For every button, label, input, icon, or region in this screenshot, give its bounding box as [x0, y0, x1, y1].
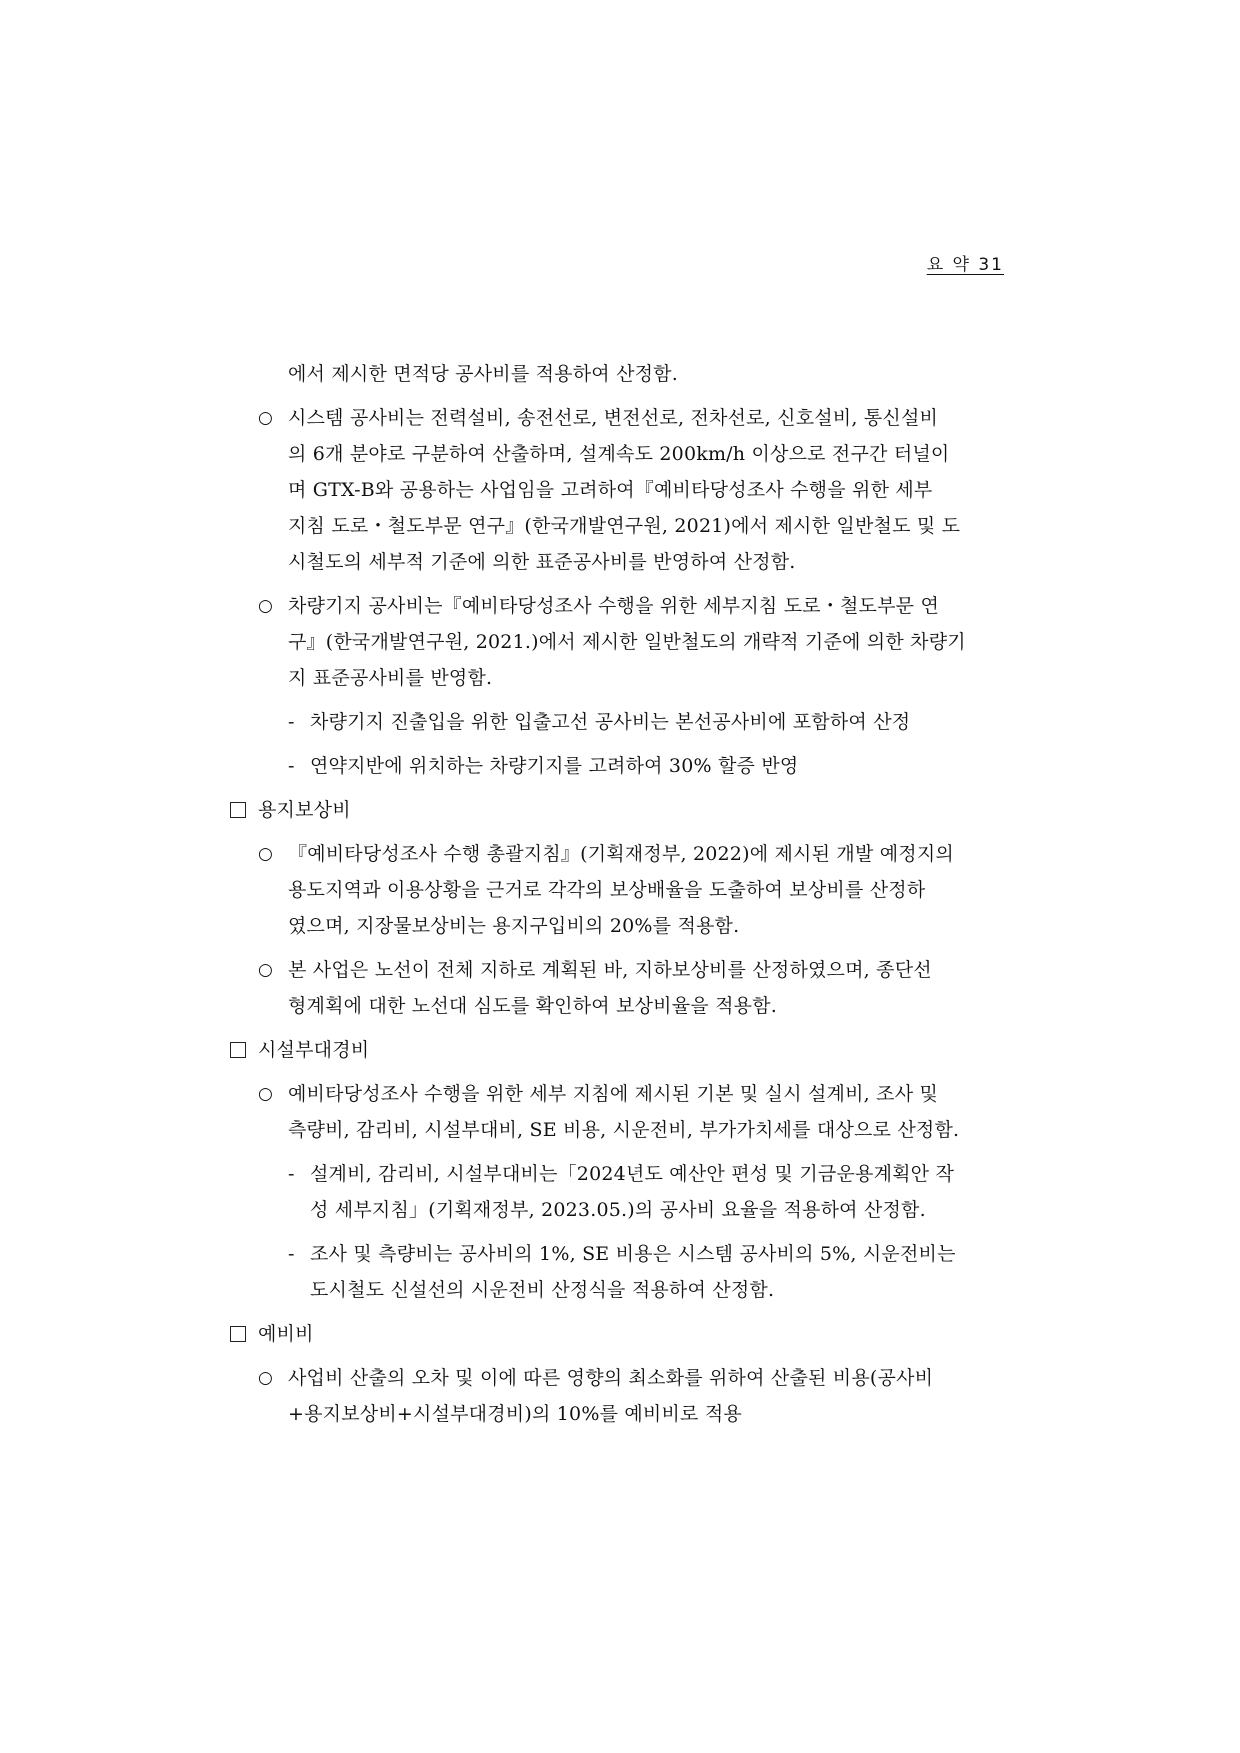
checkbox-square-icon — [230, 1042, 246, 1058]
dash-bullet: - — [288, 1243, 295, 1265]
text-line: 사업비 산출의 오차 및 이에 따른 영향의 최소화를 위하여 산출된 비용(공사비 — [288, 1367, 934, 1389]
system-cost-item — [228, 400, 1018, 580]
circle-bullet: ○ — [258, 408, 274, 428]
document-body — [228, 356, 1018, 1440]
checkbox-square-icon — [230, 802, 246, 818]
contingency-item — [228, 1360, 1018, 1432]
depot-sub-item-1 — [228, 704, 1018, 740]
text-line: 시철도의 세부적 기준에 의한 표준공사비를 반영하여 산정함. — [288, 551, 796, 573]
text-line: 구』(한국개발연구원, 2021.)에서 제시한 일반철도의 개략적 기준에 의한 차량기 — [288, 631, 966, 653]
text-line: 『예비타당성조사 수행 총괄지침』(기획재정부, 2022)에 제시된 개발 예정지의 — [288, 843, 954, 865]
text-line: 의 6개 분야로 구분하여 산출하며, 설계속도 200km/h 이상으로 전구간 터널이 — [288, 443, 950, 465]
text-line: 도시철도 신설선의 시운전비 산정식을 적용하여 산정함. — [310, 1279, 775, 1301]
page-header: 요 약 31 — [926, 255, 1004, 275]
circle-bullet: ○ — [258, 844, 274, 864]
text-line: 예비타당성조사 수행을 위한 세부 지침에 제시된 기본 및 실시 설계비, 조사 및 — [288, 1083, 939, 1105]
text-line: 설계비, 감리비, 시설부대비는「2024년도 예산안 편성 및 기금운용계획안 작 — [310, 1163, 955, 1185]
section-facility-cost — [228, 1032, 1018, 1068]
circle-bullet: ○ — [258, 1084, 274, 1104]
circle-bullet: ○ — [258, 596, 274, 616]
text-line: 에서 제시한 면적당 공사비를 적용하여 산정함. — [288, 363, 678, 385]
text-line: 형계획에 대한 노선대 심도를 확인하여 보상비율을 적용함. — [288, 995, 777, 1017]
facility-sub-item-2 — [228, 1236, 1018, 1308]
land-item-1 — [228, 836, 1018, 944]
section-title: 예비비 — [258, 1323, 314, 1345]
text-line: 차량기지 공사비는『예비타당성조사 수행을 위한 세부지침 도로・철도부문 연 — [288, 595, 940, 617]
facility-sub-item-1 — [228, 1156, 1018, 1228]
text-line: +용지보상비+시설부대경비)의 10%를 예비비로 적용 — [288, 1403, 742, 1425]
depot-sub-item-2 — [228, 748, 1018, 784]
text-line: 성 세부지침」(기획재정부, 2023.05.)의 공사비 요율을 적용하여 산정함. — [310, 1199, 926, 1221]
text-line: 며 GTX-B와 공용하는 사업임을 고려하여『예비타당성조사 수행을 위한 세부 — [288, 479, 933, 501]
facility-item — [228, 1076, 1018, 1148]
dash-bullet: - — [288, 1163, 295, 1185]
circle-bullet: ○ — [258, 1368, 274, 1388]
circle-bullet: ○ — [258, 960, 274, 980]
text-line: 차량기지 진출입을 위한 입출고선 공사비는 본선공사비에 포함하여 산정 — [310, 711, 911, 733]
text-line: 지침 도로・철도부문 연구』(한국개발연구원, 2021)에서 제시한 일반철도 및 도 — [288, 515, 961, 537]
dash-bullet: - — [288, 711, 295, 733]
text-line: 였으며, 지장물보상비는 용지구입비의 20%를 적용함. — [288, 915, 740, 937]
depot-cost-item — [228, 588, 1018, 696]
text-line: 측량비, 감리비, 시설부대비, SE 비용, 시운전비, 부가가치세를 대상으로 산정함. — [288, 1119, 960, 1141]
text-line: 본 사업은 노선이 전체 지하로 계획된 바, 지하보상비를 산정하였으며, 종단선 — [288, 959, 932, 981]
section-title: 용지보상비 — [258, 799, 351, 821]
dash-bullet: - — [288, 755, 295, 777]
checkbox-square-icon — [230, 1326, 246, 1342]
text-line: 시스템 공사비는 전력설비, 송전선로, 변전선로, 전차선로, 신호설비, 통신설비 — [288, 407, 939, 429]
text-line: 용도지역과 이용상황을 근거로 각각의 보상배율을 도출하여 보상비를 산정하 — [288, 879, 926, 901]
text-line: 연약지반에 위치하는 차량기지를 고려하여 30% 할증 반영 — [310, 755, 799, 777]
section-land-compensation — [228, 792, 1018, 828]
section-contingency — [228, 1316, 1018, 1352]
text-line: 조사 및 측량비는 공사비의 1%, SE 비용은 시스템 공사비의 5%, 시운전비는 — [310, 1243, 956, 1265]
land-item-2 — [228, 952, 1018, 1024]
intro-paragraph — [228, 356, 1018, 392]
section-title: 시설부대경비 — [258, 1039, 370, 1061]
text-line: 지 표준공사비를 반영함. — [288, 667, 493, 689]
